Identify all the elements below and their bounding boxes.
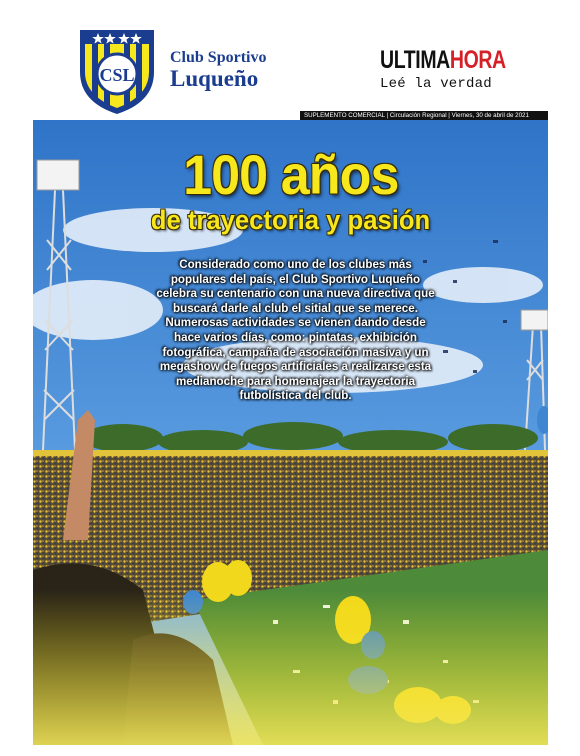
headline-main: 100 años [182,143,399,206]
article-body: Considerado como uno de los clubes más populares del país, el Club Sportivo Luqueño celebra su centenario con una nueva directiva que buscará darle al club el sitial que se merece. Numerosas actividades se vienen dando desde hace varios días, como: pintatas, exhibición fotográfica, campaña de asociación masiva y un megashow de fuegos artificiales a realizarse esta medianoche para homenajear la trayectoria futbolística del club. [156,258,435,403]
newspaper-logo [380,48,541,92]
stadium-photo [33,120,548,745]
club-name [170,50,280,91]
club-name-line2: Luqueño [170,65,259,91]
newspaper-name-part2: HORA [449,46,506,74]
club-name-line1: Club Sportivo [170,49,267,66]
headline-sub: de trayectoria y pasión [150,205,431,235]
newspaper-name-part1: ULTIMA [380,46,450,74]
supplement-strip: SUPLEMENTO COMERCIAL | Circulación Regional | Viernes, 30 de abril de 2021 [300,111,548,120]
newspaper-name [380,48,506,73]
svg-text:CSL: CSL [99,65,135,85]
headline [33,143,548,235]
masthead [0,0,580,118]
club-crest-logo [76,24,158,116]
newspaper-tagline: Leé la verdad [380,76,492,92]
